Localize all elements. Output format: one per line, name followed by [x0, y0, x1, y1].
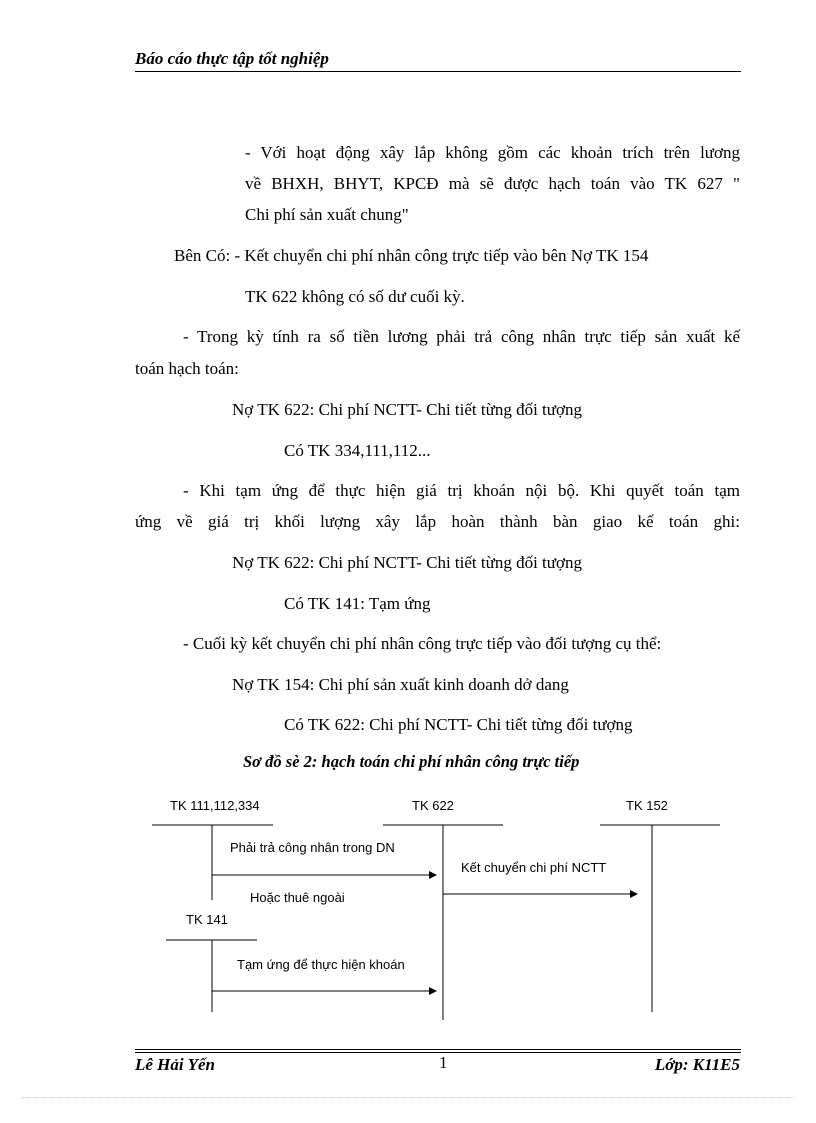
body-line-12: Nợ TK 622: Chi phí NCTT- Chi tiết từng đối tượng — [232, 553, 582, 572]
flow-label-advance: Tạm ứng để thực hiện khoán — [237, 957, 405, 972]
footer-rule-bottom — [135, 1052, 741, 1053]
body-line-5: TK 622 không có số dư cuối kỳ. — [245, 287, 465, 306]
flow-label-transfer: Kết chuyển chi phí NCTT — [461, 860, 607, 875]
body-line-10: - Khi tạm ứng để thực hiện giá trị khoán nội bộ. Khi quyết toán tạm — [183, 481, 740, 500]
body-line-15: Nợ TK 154: Chi phí sản xuất kinh doanh dở dang — [232, 675, 569, 694]
account-label-tk111: TK 111,112,334 — [170, 798, 260, 813]
account-label-tk152: TK 152 — [626, 798, 668, 813]
body-line-6: - Trong kỳ tính ra số tiền lương phải trả công nhân trực tiếp sản xuất kế — [183, 327, 740, 346]
body-line-9: Có TK 334,111,112... — [284, 441, 431, 460]
body-line-16: Có TK 622: Chi phí NCTT- Chi tiết từng đối tượng — [284, 715, 633, 734]
body-line-7: toán hạch toán: — [135, 359, 239, 378]
account-label-tk622: TK 622 — [412, 798, 454, 813]
footer-author: Lê Hải Yến — [135, 1055, 215, 1074]
flow-label-outsourced: Hoặc thuê ngoài — [250, 890, 345, 905]
header-title: Báo cáo thực tập tốt nghiệp — [135, 49, 329, 68]
body-line-14: - Cuối kỳ kết chuyển chi phí nhân công trực tiếp vào đối tượng cụ thể: — [183, 634, 662, 653]
footer-page-number: 1 — [439, 1053, 448, 1072]
body-line-1: - Với hoạt động xây lắp không gồm các khoản trích trên lương — [245, 143, 740, 162]
body-line-13: Có TK 141: Tạm ứng — [284, 594, 431, 613]
page-bottom-dotted-line — [22, 1097, 794, 1098]
body-line-2: về BHXH, BHYT, KPCĐ mà sẽ được hạch toán vào TK 627 " — [245, 174, 740, 193]
footer-rule-top — [135, 1049, 741, 1050]
flow-label-payable: Phải trả công nhân trong DN — [230, 840, 395, 855]
account-label-tk141: TK 141 — [186, 912, 228, 927]
diagram-caption: Sơ đồ sè 2: hạch toán chi phí nhân công trực tiếp — [243, 752, 580, 771]
body-line-4: Bên Có: - Kết chuyển chi phí nhân công trực tiếp vào bên Nợ TK 154 — [174, 246, 649, 265]
footer-class: Lớp: K11E5 — [654, 1055, 740, 1074]
body-line-8: Nợ TK 622: Chi phí NCTT- Chi tiết từng đối tượng — [232, 400, 582, 419]
body-line-3: Chi phí sản xuất chung" — [245, 205, 409, 224]
body-line-11: ứng về giá trị khối lượng xây lắp hoàn thành bàn giao kế toán ghi: — [135, 512, 740, 531]
